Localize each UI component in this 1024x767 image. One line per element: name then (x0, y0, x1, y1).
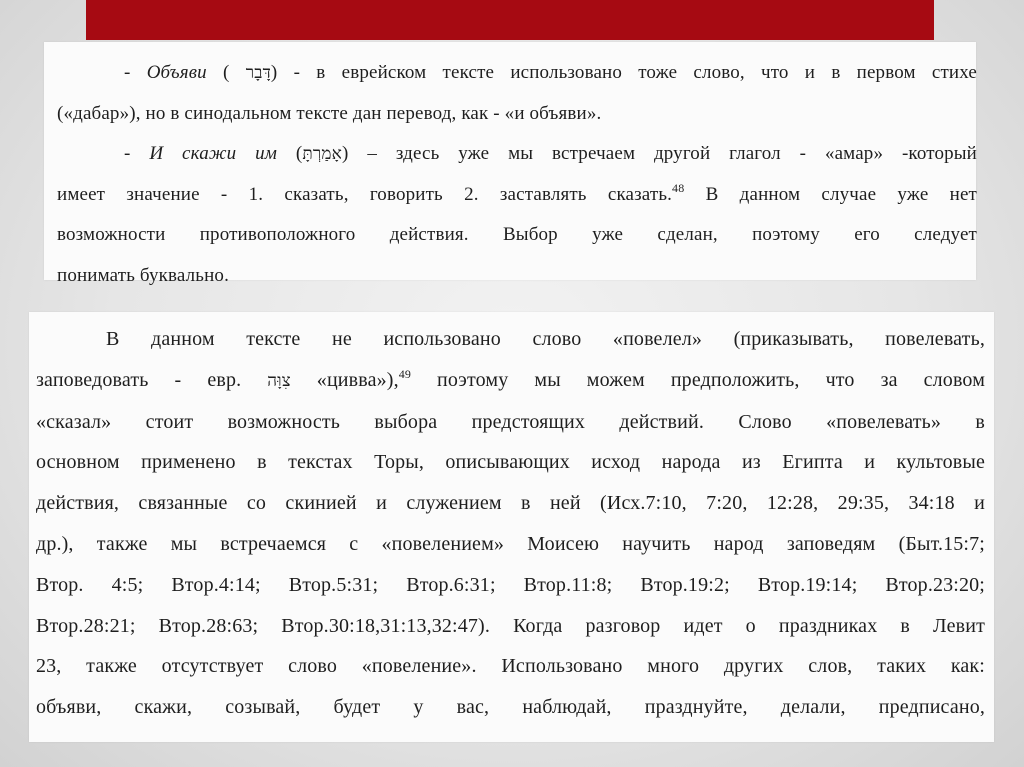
text-line: Втор. 4:5; Втор.4:14; Втор.5:31; Втор.6:31; Втор.11:8; Втор.19:2; Втор.19:14; Втор.23:20; (36, 573, 985, 596)
commentary-paragraph-bottom (36, 319, 985, 728)
commentary-paragraph-top (57, 53, 977, 296)
footnote-marker[interactable]: 48 (672, 180, 685, 195)
title-banner (86, 0, 934, 40)
hebrew-word: צִוָּה (267, 370, 291, 391)
text-line: др.), также мы встречаемся с «повелением» Моисею научить народ заповедям (Быт.15:7; (36, 532, 985, 555)
text-line: имеет значение - 1. сказать, говорить 2. заставлять сказать.$^{48}$ В данном случае уже нет (57, 180, 977, 205)
hebrew-word: אָמַרְתָּ (302, 144, 343, 164)
text-line: возможности противоположного действия. Выбор уже сделан, поэтому его следует (57, 224, 977, 245)
text-line: понимать буквально. (57, 264, 229, 286)
term-skazhi-im: И скажи им (149, 143, 278, 164)
text-line: «сказал» стоит возможность выбора предстоящих действий. Слово «повелевать» в (36, 410, 985, 433)
footnote-marker[interactable]: 49 (398, 366, 412, 381)
text-line: 23, также отсутствует слово «повеление». Использовано много других слов, таких как: (36, 655, 985, 678)
text-line: Втор.28:21; Втор.28:63; Втор.30:18,31:13,32:47). Когда разговор идет о праздниках в Левит (36, 614, 985, 637)
text-line: В данном тексте не использовано слово «повелел» (приказывать, повелевать, (106, 328, 985, 350)
text-line: («дабар»), но в синодальном тексте дан перевод, как - «и объяви». (57, 102, 602, 124)
text-line: объяви, скажи, созывай, будет у вас, наблюдай, празднуйте, делали, предписано, (36, 696, 985, 719)
hebrew-word: דָּבָר (245, 63, 271, 83)
text-line: заповедовать - евр. צִוָּה «цивва»),$^{49}$ поэтому мы можем предположить, что за словом (36, 366, 985, 391)
text-line: - Объяви ( דָּבָר) - в еврейском тексте использовано тоже слово, что и в первом стихе (124, 62, 977, 83)
text-line: действия, связанные со скинией и служением в ней (Исх.7:10, 7:20, 12:28, 29:35, 34:18 и (36, 492, 985, 515)
term-obyavi: Объяви (146, 62, 207, 83)
text-line: основном применено в текстах Торы, описывающих исход народа из Египта и культовые (36, 451, 985, 474)
text-line: - И скажи им (אָמַרְתָּ) – здесь уже мы встречаем другой глагол - «амар» -который (124, 143, 977, 164)
